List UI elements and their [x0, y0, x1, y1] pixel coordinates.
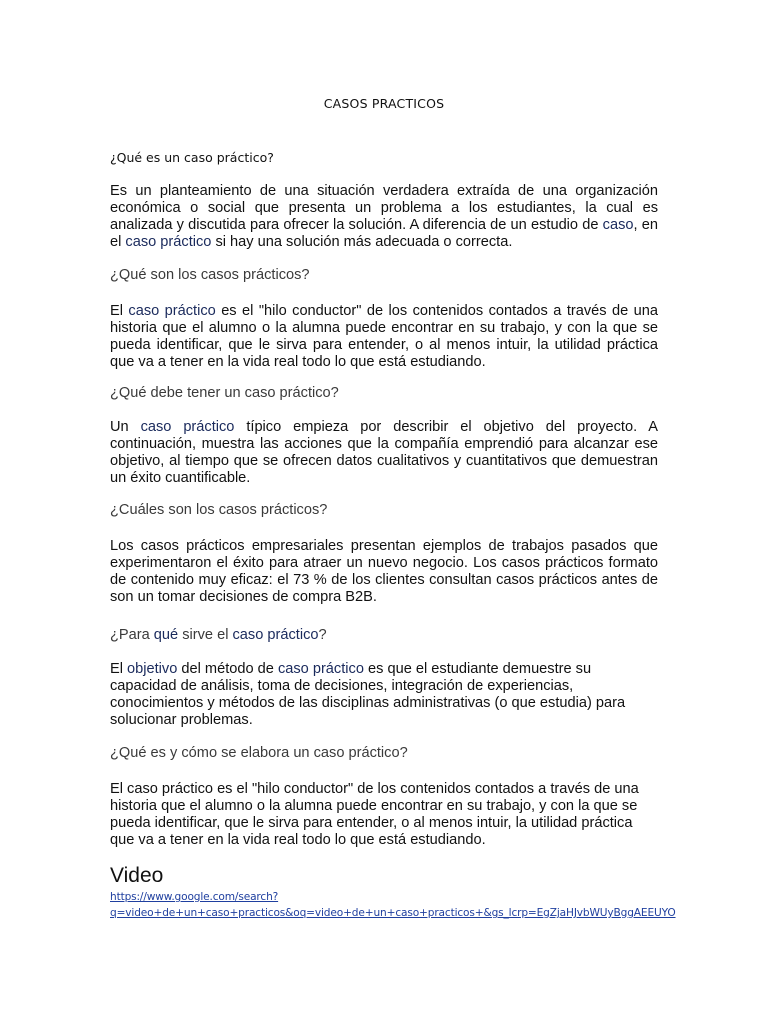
text: El [110, 661, 128, 677]
video-url-line-1[interactable]: https://www.google.com/search? [110, 891, 279, 903]
text: si hay una solución más adecuada o correcta. [211, 234, 513, 250]
link-caso[interactable]: caso [602, 217, 634, 233]
text: ¿Para [110, 627, 154, 643]
document-title: CASOS PRACTICOS [323, 96, 445, 111]
link-caso-practico[interactable]: caso práctico [128, 303, 216, 319]
text: Es un planteamiento de una situación verdadera extraída de una organización económica o social que presenta un problema a los estudiantes, la cual es analizada y discutida para ofrecer la solución. A diferencia de un estudio de [110, 183, 658, 233]
link-caso-practico[interactable]: caso práctico [277, 661, 364, 677]
text: sirve el [178, 627, 233, 643]
paragraph-objective [110, 661, 658, 729]
text: del método de [177, 661, 278, 677]
paragraph-hilo-conductor-repeat: El caso práctico es el "hilo conductor" de los contenidos contados a través de una historia que el alumno o la alumna puede encontrar en su trabajo, y con la que se pueda identificar, que le sirva para entender, o al menos intuir, la utilidad práctica que va a tener en la vida real todo lo que está estudiando. [110, 781, 639, 848]
question-what-are: ¿Qué son los casos prácticos? [110, 267, 310, 283]
question-how-elaborate: ¿Qué es y cómo se elabora un caso práctico? [110, 745, 408, 761]
link-caso-practico[interactable]: caso práctico [140, 419, 235, 435]
question-what-should-have: ¿Qué debe tener un caso práctico? [110, 385, 339, 401]
paragraph-business-cases: Los casos prácticos empresariales presentan ejemplos de trabajos pasados que experimentaron el éxito para atraer un nuevo negocio. Los casos prácticos formato de contenido muy eficaz: el 73 % de los clientes consultan casos prácticos antes de son un tomar decisiones de compra B2B. [110, 538, 658, 605]
question-what-is: ¿Qué es un caso práctico? [110, 150, 274, 165]
text: Un [110, 419, 141, 435]
text: es que el estudiante demuestre su capacidad de análisis, toma de decisiones, integración de experiencias, conocimientos y métodos de las disciplinas administrativas (o que estudia) para solucionar problemas. [110, 661, 626, 728]
text: típico empieza por describir el objetivo del proyecto. A continuación, muestra las acciones que la compañía emprendió para alcanzar ese objetivo, al tiempo que se ofrecen datos cualitativos y cuantitativos que demuestran un éxito cuantificable. [110, 419, 658, 486]
video-heading: Video [110, 864, 164, 887]
text: , en el [110, 217, 658, 250]
text: ? [318, 627, 327, 643]
paragraph-typical-case [110, 419, 658, 487]
link-objetivo[interactable]: objetivo [127, 661, 178, 677]
link-caso-practico[interactable]: caso práctico [232, 627, 319, 643]
paragraph-hilo-conductor [110, 303, 658, 371]
text: es el "hilo conductor" de los contenidos contados a través de una historia que el alumno o la alumna puede encontrar en su trabajo, y con la que se pueda identificar, que le sirva para entender, o al menos intuir, la utilidad práctica que va a tener en la vida real todo lo que está estudiando. [110, 303, 658, 370]
question-what-for [110, 627, 327, 644]
text: El [110, 303, 129, 319]
link-que[interactable]: qué [153, 627, 179, 643]
paragraph-definition [110, 183, 658, 251]
question-which-are: ¿Cuáles son los casos prácticos? [110, 502, 328, 518]
link-caso-practico[interactable]: caso práctico [125, 234, 212, 250]
video-url-line-2[interactable]: q=video+de+un+caso+practicos&oq=video+de+un+caso+practicos+&gs_lcrp=EgZjaHJvbWUyBggAEEUYO [110, 907, 676, 919]
